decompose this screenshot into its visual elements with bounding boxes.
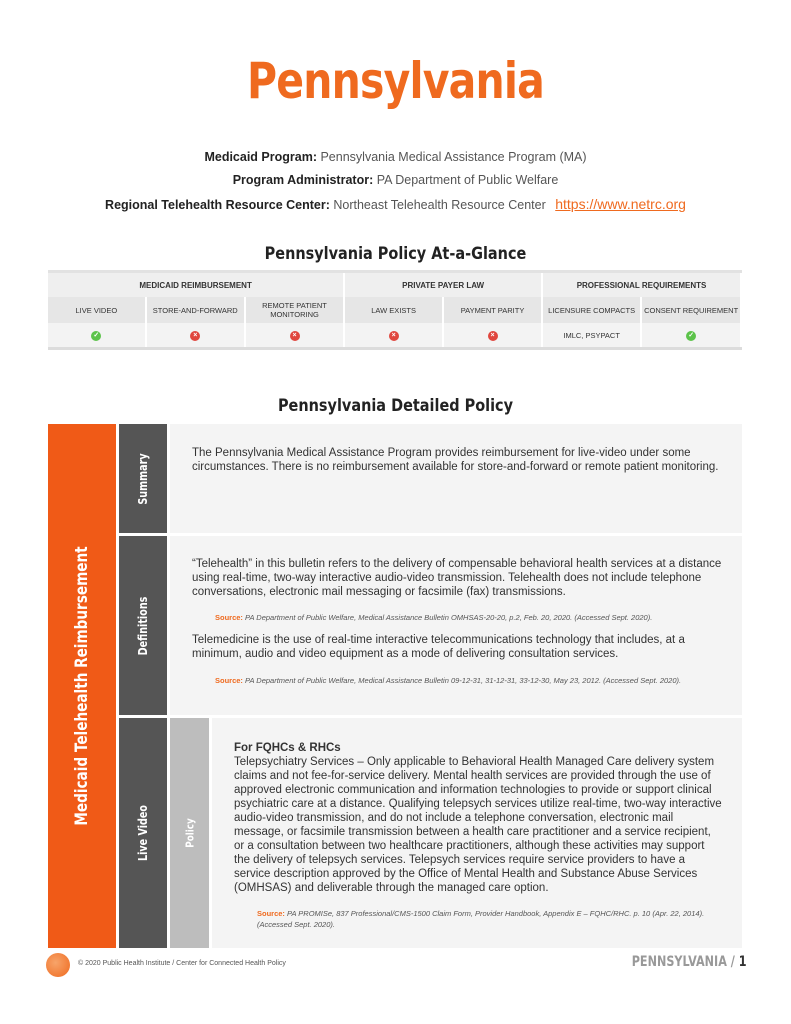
live-video-label: Live Video — [136, 804, 150, 862]
definition-telehealth-text: “Telehealth” in this bulletin refers to the delivery of compensable behavioral health services at a distance using real-time, two-way interactive audio-video transmission. Telehealth does not include telephone conversations, electronic mail messaging or facsimile (fax) transmissions. — [192, 558, 722, 598]
footer-state: PENNSYLVANIA / — [632, 954, 736, 970]
medicaid-program-label: Medicaid Program: — [204, 150, 317, 164]
value-payment-parity — [443, 323, 542, 349]
header-licensure-compacts: LICENSURE COMPACTS — [542, 297, 641, 323]
program-administrator-value: PA Department of Public Welfare — [376, 173, 559, 187]
value-licensure-compacts: IMLC, PSYPACT — [542, 323, 641, 349]
value-live-video — [48, 323, 146, 349]
cchp-logo-icon — [46, 953, 70, 977]
header-law-exists: LAW EXISTS — [344, 297, 443, 323]
check-icon: ✓ — [91, 331, 101, 341]
glance-title: Pennsylvania Policy At-a-Glance — [264, 244, 527, 264]
summary-label: Summary — [136, 452, 150, 505]
definition-telemedicine-text: Telemedicine is the use of real-time interactive telecommunications technology that includes, at a minimum, audio and video equipment as a mode of delivering consultation services. — [192, 634, 685, 660]
group-medicaid-reimbursement: MEDICAID REIMBURSEMENT — [48, 272, 344, 298]
program-administrator-label: Program Administrator: — [232, 173, 374, 187]
policy-heading: For FQHCs & RHCs — [234, 742, 341, 754]
value-consent-requirement — [641, 323, 741, 349]
header-live-video: LIVE VIDEO — [48, 297, 146, 323]
medicaid-program-value: Pennsylvania Medical Assistance Program (MA) — [320, 150, 587, 164]
summary-bar — [119, 424, 167, 533]
medicaid-program-line — [0, 150, 791, 164]
definition-telemedicine-source — [215, 675, 715, 686]
definition-telehealth-source — [215, 612, 715, 623]
summary-panel — [170, 424, 742, 533]
definitions-bar — [119, 536, 167, 715]
policy-source — [257, 908, 717, 930]
group-professional-requirements: PROFESSIONAL REQUIREMENTS — [542, 272, 741, 298]
value-remote-patient-monitoring — [245, 323, 344, 349]
page-number: 1 — [739, 954, 747, 970]
header-store-and-forward: STORE-AND-FORWARD — [146, 297, 245, 323]
source-text: PA PROMISe, 837 Professional/CMS-1500 Claim Form, Provider Handbook, Appendix E – FQHC/RHC. p. 10 (Apr. 22, 2014). (Accessed Sept. 2020). — [257, 909, 705, 929]
group-private-payer-law: PRIVATE PAYER LAW — [344, 272, 542, 298]
x-icon: × — [190, 331, 200, 341]
header-payment-parity: PAYMENT PARITY — [443, 297, 542, 323]
glance-table — [48, 270, 742, 350]
x-icon: × — [488, 331, 498, 341]
header-remote-patient-monitoring: REMOTE PATIENT MONITORING — [245, 297, 344, 323]
policy-text: Telepsychiatry Services – Only applicable to Behavioral Health Managed Care delivery system claims and not fee-for-service delivery. Mental health services are provided through the use of approved electronic communication and information technologies to provide or support clinical psychiatric care at a distance. Qualifying telepsych services utilize real-time, two-way interactive audio-video transmission, and do not include a telephone conversation, electronic mail message, or facsimile transmission between a health care practitioner and a service recipient, or a consultation between two healthcare practitioners, although these activities may support the delivery of telepsych services. Telepsych services require service providers to have a service description approved by the Office of Mental Health and Substance Abuse Services (OMHSAS) and deliverable through the managed care option. — [234, 756, 722, 894]
definitions-label: Definitions — [136, 596, 150, 655]
live-video-bar — [119, 718, 167, 948]
detail-title: Pennsylvania Detailed Policy — [277, 396, 514, 416]
medicaid-reimbursement-label: Medicaid Telehealth Reimbursement — [72, 546, 92, 826]
summary-text: The Pennsylvania Medical Assistance Program provides reimbursement for live-video under some circumstances. There is no reimbursement available for store-and-forward or remote patient monitoring. — [192, 447, 719, 473]
medicaid-reimbursement-bar — [48, 424, 116, 948]
source-label: Source: — [257, 909, 285, 918]
rtrc-line — [0, 196, 791, 212]
rtrc-value: Northeast Telehealth Resource Center — [333, 198, 546, 212]
source-text: PA Department of Public Welfare, Medical Assistance Bulletin 09-12-31, 31-12-31, 33-12-30, May 23, 2012. (Accessed Sept. 2020). — [245, 676, 682, 685]
source-text: PA Department of Public Welfare, Medical Assistance Bulletin OMHSAS-20-20, p.2, Feb. 20, 2020. (Accessed Sept. 2020). — [245, 613, 653, 622]
policy-bar — [170, 718, 209, 948]
x-icon: × — [290, 331, 300, 341]
source-label: Source: — [215, 613, 243, 622]
header-consent-requirement: CONSENT REQUIREMENT — [641, 297, 741, 323]
policy-label: Policy — [183, 818, 196, 848]
value-law-exists — [344, 323, 443, 349]
source-label: Source: — [215, 676, 243, 685]
rtrc-label: Regional Telehealth Resource Center: — [105, 198, 330, 212]
x-icon: × — [389, 331, 399, 341]
value-store-and-forward — [146, 323, 245, 349]
page-title: Pennsylvania — [247, 52, 544, 110]
program-administrator-line — [0, 173, 791, 187]
check-icon: ✓ — [686, 331, 696, 341]
rtrc-link[interactable]: https://www.netrc.org — [555, 196, 686, 212]
footer-page-label — [632, 954, 747, 970]
footer-copyright: © 2020 Public Health Institute / Center for Connected Health Policy — [78, 960, 286, 967]
